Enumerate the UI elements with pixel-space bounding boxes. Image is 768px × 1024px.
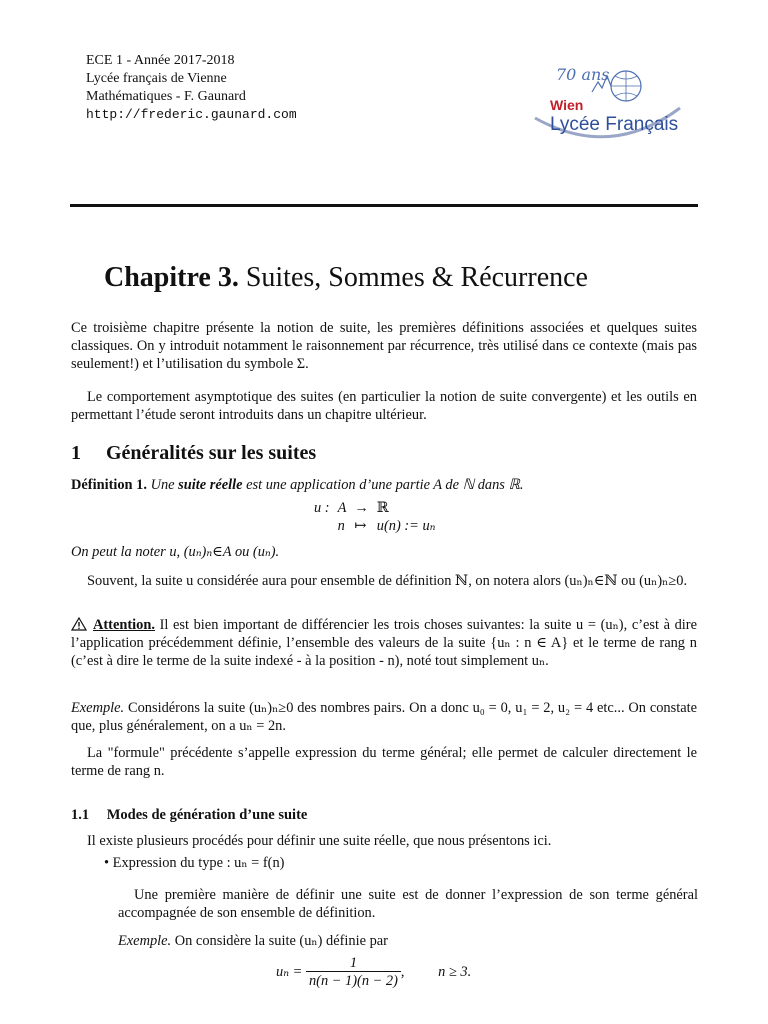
example-2-text: On considère la suite (uₙ) définie par: [174, 933, 388, 949]
bullet-text: Expression du type : uₙ = f(n): [112, 855, 285, 871]
example-1-label: Exemple.: [71, 700, 125, 716]
lycee-logo: [530, 48, 695, 160]
logo-anniversary: 70 ans: [556, 65, 610, 84]
definition-note-text: On peut la noter u, (uₙ)ₙ∈A ou (uₙ).: [71, 544, 280, 560]
formula-lhs: uₙ =: [276, 963, 303, 980]
definition-post: est une application d’une partie A de ℕ dans ℝ.: [246, 477, 524, 493]
section-title: Généralités sur les suites: [106, 442, 317, 464]
formula-denominator: n(n − 1)(n − 2): [308, 973, 398, 989]
header-rule: [70, 204, 698, 207]
logo-name: Lycée Français: [550, 114, 679, 135]
attention-block: [71, 616, 697, 670]
bullet-item: [104, 854, 284, 872]
paragraph-procedes: Il existe plusieurs procédés pour définir une suite réelle, que nous présentons ici.: [87, 833, 552, 849]
example-2-label: Exemple.: [118, 933, 172, 949]
document-header: [86, 52, 297, 124]
attention-label: Attention.: [93, 617, 155, 633]
example-2: [118, 932, 388, 950]
formula-display: uₙ = $\frac{1}{n(n - 1)(n - 2)}$ , n ≥ 3.: [276, 955, 472, 989]
formula-condition: n ≥ 3.: [438, 963, 472, 980]
warning-icon: [71, 617, 87, 631]
chapter-name: Suites, Sommes & Récurrence: [245, 262, 588, 293]
example-1: [71, 699, 697, 735]
intro-paragraph-1: Ce troisième chapitre présente la notion de suite, les premières définitions associées et quelques suites classiques. On y introduit notamment le raisonnement par récurrence, très utilisé dans ce contexte (mais pas seulement!) et l’utilisation du symbole Σ.: [71, 320, 697, 372]
header-school: Lycée français de Vienne: [86, 71, 227, 86]
paragraph-souvent: Souvent, la suite u considérée aura pour ensemble de définition ℕ, on notera alors (uₙ)ₙ∈ℕ ou (uₙ)ₙ≥0.: [87, 573, 688, 589]
intro-paragraph-2: Le comportement asymptotique des suites (en particulier la notion de suite convergente) et les outils en permettant l’étude seront introduits dans un chapitre ultérieur.: [71, 389, 697, 423]
mapping-row: n ↦ u(n) := uₙ: [337, 518, 436, 534]
subsection-title: Modes de génération d’une suite: [106, 807, 308, 823]
logo-city: Wien: [550, 97, 584, 113]
bullet-dot: •: [104, 855, 110, 871]
definition-pre: Une: [150, 477, 175, 493]
header-author: Mathématiques - F. Gaunard: [86, 89, 246, 104]
chapter-title: [104, 258, 704, 298]
mapping-display: [310, 499, 470, 535]
section-heading: [71, 440, 316, 466]
paragraph-formule: La "formule" précédente s’appelle expression du terme général; elle permet de calculer directement le terme de rang n.: [71, 745, 697, 779]
header-course: ECE 1 - Année 2017-2018: [86, 53, 235, 68]
example-1-text: Considérons la suite (uₙ)ₙ≥0 des nombres pairs. On a donc u₀ = 0, u₁ = 2, u₂ = 4 etc... On constate que, plus généralement, on a uₙ = 2n.: [71, 700, 697, 734]
attention-text: Il est bien important de différencier les trois choses suivantes: la suite u = (uₙ), c’est à dire l’application précédemment définie, l’ensemble des valeurs de la suite {uₙ : n ∈ A} et le terme de rang n (c’est à dire le terme de la suite indexé - à la position - n), noté tout simplement uₙ.: [71, 617, 697, 669]
definition: [71, 476, 697, 494]
header-url[interactable]: http://frederic.gaunard.com: [86, 107, 297, 122]
formula-fraction: [306, 955, 401, 990]
chapter-number: Chapitre 3.: [104, 262, 239, 293]
definition-label: Définition 1.: [71, 477, 147, 493]
formula-numerator: 1: [306, 955, 401, 972]
mapping-row: u : A → ℝ: [314, 500, 389, 516]
section-number: 1: [71, 442, 81, 464]
subsection-heading: [71, 806, 307, 824]
definition-term: suite réelle: [178, 477, 243, 493]
paragraph-maniere: Une première manière de définir une suite est de donner l’expression de son terme général accompagnée de son ensemble de définition.: [118, 887, 698, 921]
definition-note: [71, 543, 697, 561]
subsection-number: 1.1: [71, 807, 90, 823]
